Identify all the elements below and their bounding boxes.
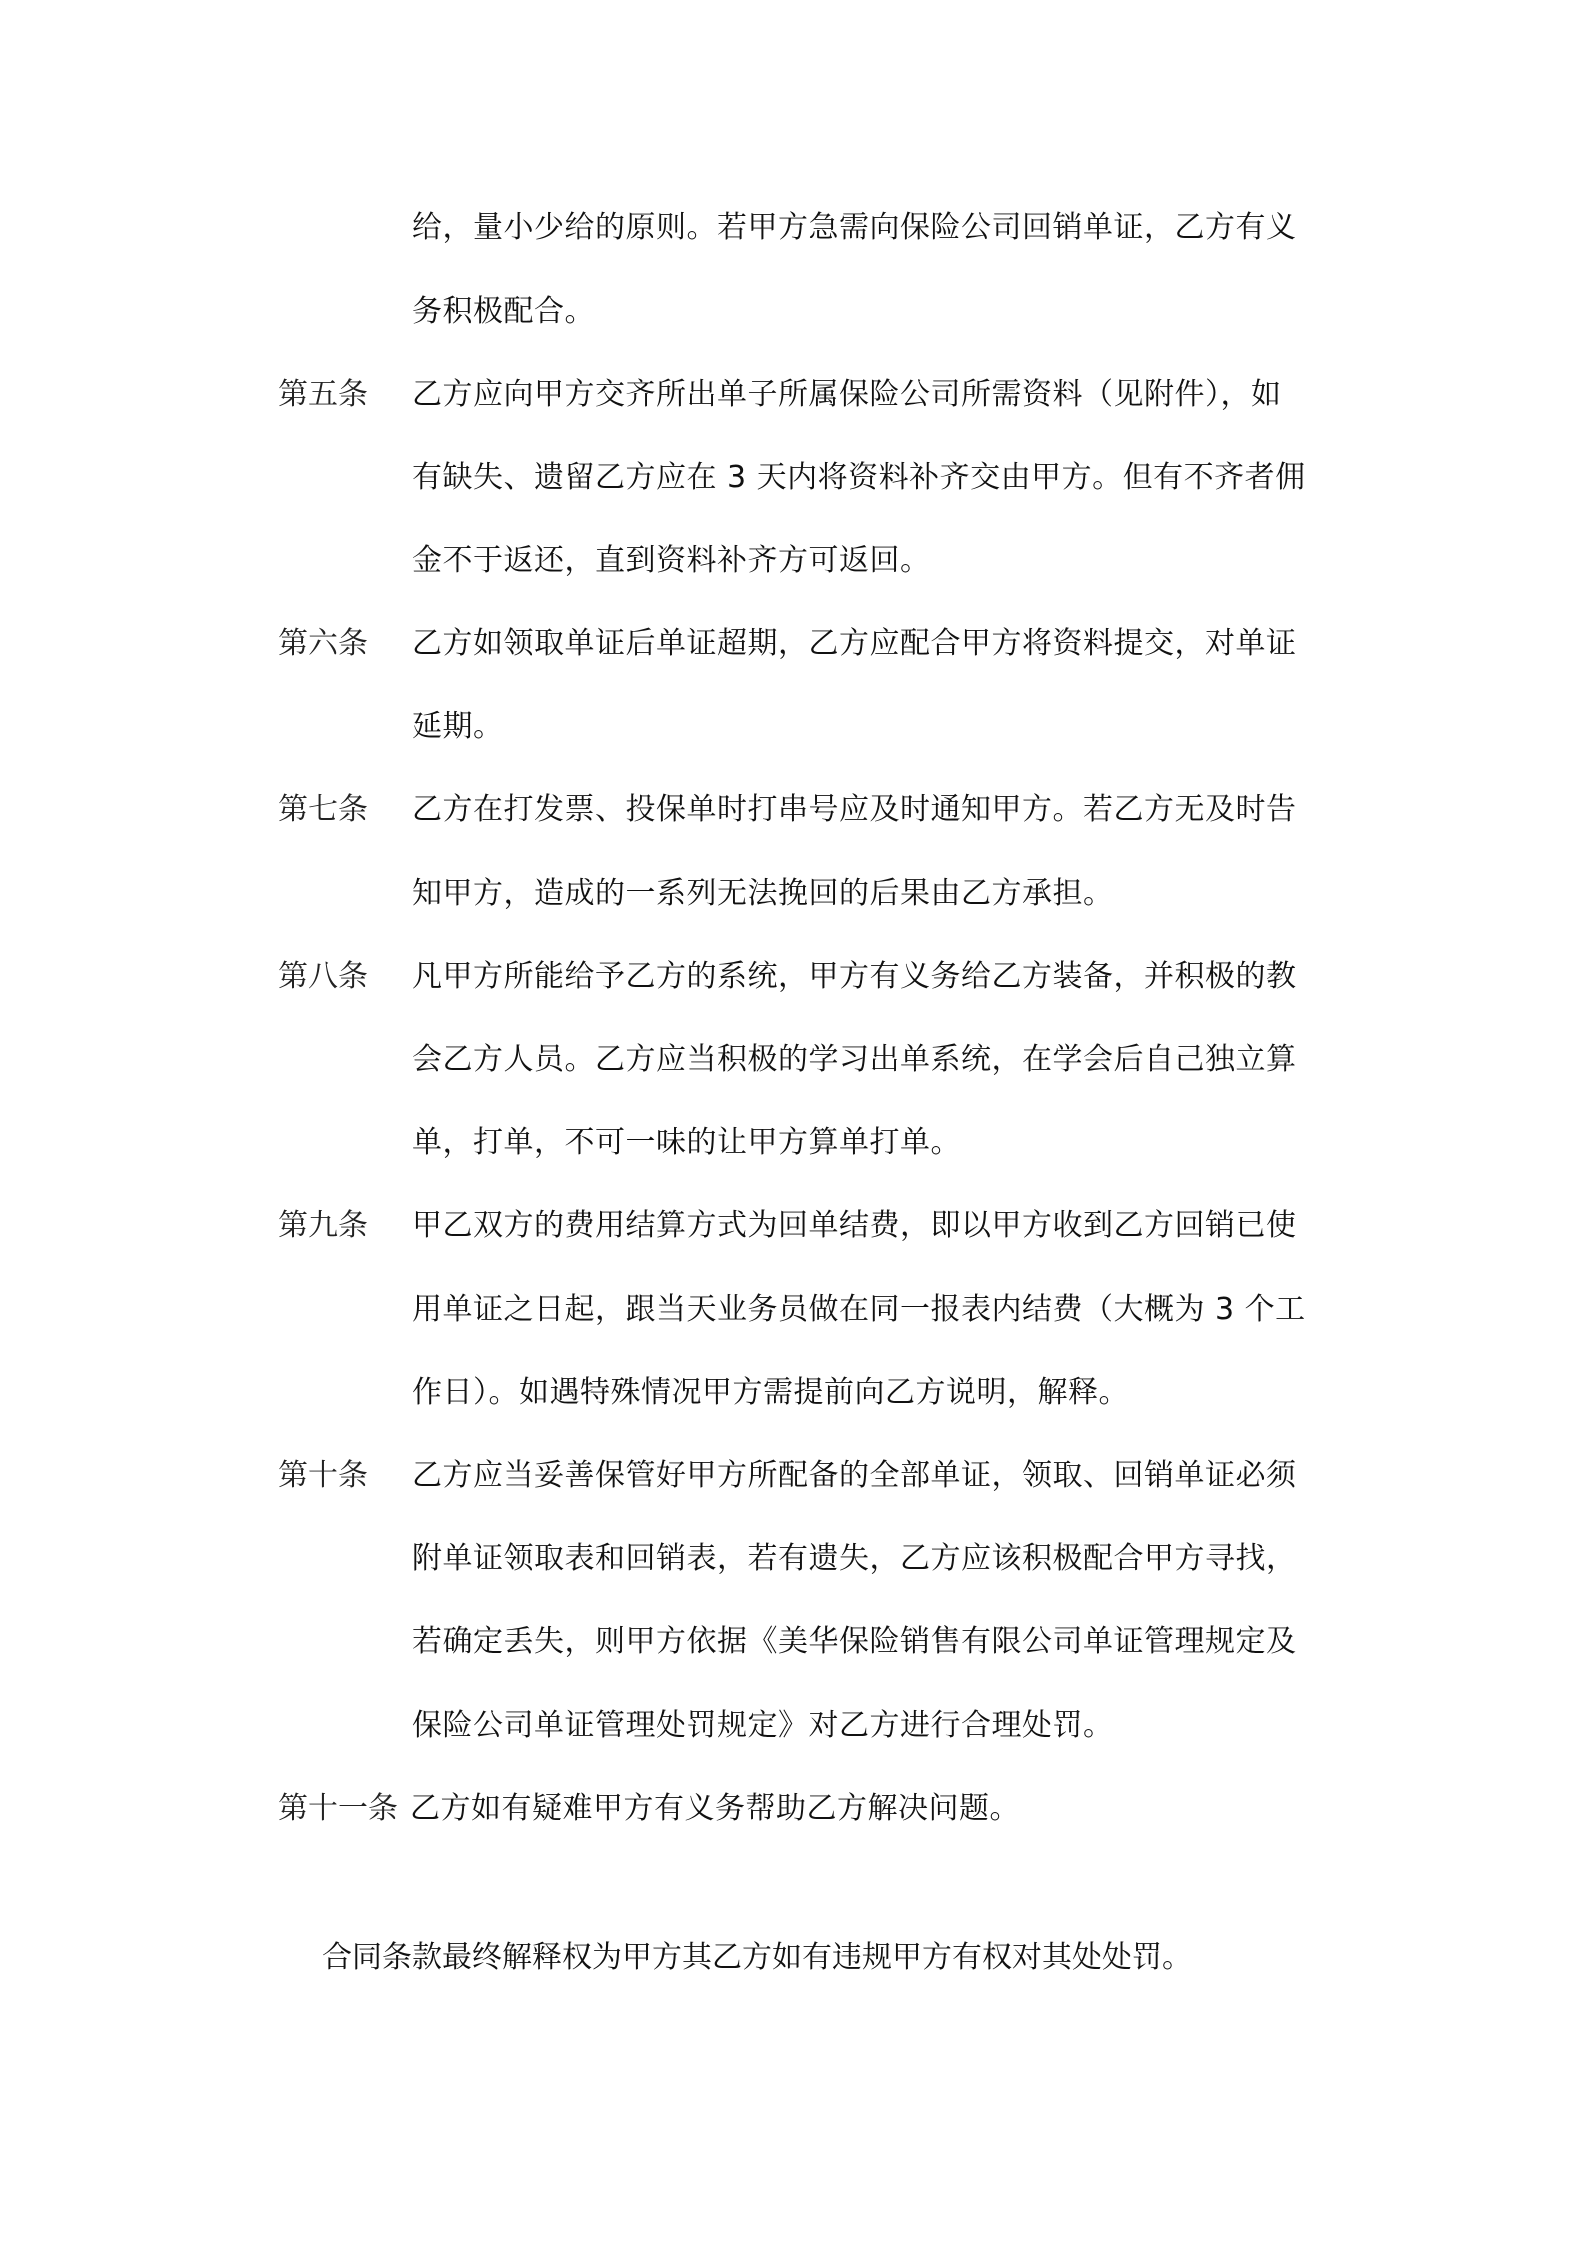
- article-10-line: 乙方应当妥善保管好甲方所配备的全部单证，领取、回销单证必须: [412, 1458, 1297, 1493]
- article-9-line: 作日）。如遇特殊情况甲方需提前向乙方说明，解释。: [412, 1375, 1129, 1410]
- article-8-line: 会乙方人员。乙方应当积极的学习出单系统，在学会后自己独立算: [412, 1042, 1297, 1077]
- continuation-line: 务积极配合。: [412, 294, 595, 329]
- article-10-line: 若确定丢失，则甲方依据《美华保险销售有限公司单证管理规定及: [412, 1624, 1297, 1659]
- article-5-label: 第五条: [278, 377, 368, 412]
- article-9-line: 用单证之日起，跟当天业务员做在同一报表内结费（大概为 3 个工: [412, 1292, 1306, 1327]
- closing-statement: 合同条款最终解释权为甲方其乙方如有违规甲方有权对其处处罚。: [322, 1940, 1192, 1975]
- article-9-line: 甲乙双方的费用结算方式为回单结费，即以甲方收到乙方回销已使: [412, 1208, 1297, 1243]
- article-8-label: 第八条: [278, 959, 368, 994]
- article-7-line: 乙方在打发票、投保单时打串号应及时通知甲方。若乙方无及时告: [412, 792, 1297, 827]
- article-11-label: 第十一条: [278, 1791, 398, 1826]
- article-5-line: 乙方应向甲方交齐所出单子所属保险公司所需资料（见附件），如: [412, 377, 1282, 412]
- article-9-label: 第九条: [278, 1208, 368, 1243]
- article-10-line: 附单证领取表和回销表，若有遗失，乙方应该积极配合甲方寻找，: [412, 1541, 1297, 1576]
- continuation-line: 给，量小少给的原则。若甲方急需向保险公司回销单证，乙方有义: [412, 210, 1297, 245]
- article-6-label: 第六条: [278, 626, 368, 661]
- article-6-line: 乙方如领取单证后单证超期，乙方应配合甲方将资料提交，对单证: [412, 626, 1297, 661]
- article-6-line: 延期。: [412, 709, 504, 744]
- article-5-line: 金不于返还，直到资料补齐方可返回。: [412, 543, 931, 578]
- article-5-line: 有缺失、遗留乙方应在 3 天内将资料补齐交由甲方。但有不齐者佣: [412, 460, 1306, 495]
- article-11-line: 乙方如有疑难甲方有义务帮助乙方解决问题。: [410, 1791, 1020, 1826]
- article-10-line: 保险公司单证管理处罚规定》对乙方进行合理处罚。: [412, 1708, 1114, 1743]
- article-8-line: 凡甲方所能给予乙方的系统，甲方有义务给乙方装备，并积极的教: [412, 959, 1297, 994]
- article-7-line: 知甲方，造成的一系列无法挽回的后果由乙方承担。: [412, 876, 1114, 911]
- article-10-label: 第十条: [278, 1458, 368, 1493]
- article-8-line: 单，打单，不可一味的让甲方算单打单。: [412, 1125, 961, 1160]
- article-7-label: 第七条: [278, 792, 368, 827]
